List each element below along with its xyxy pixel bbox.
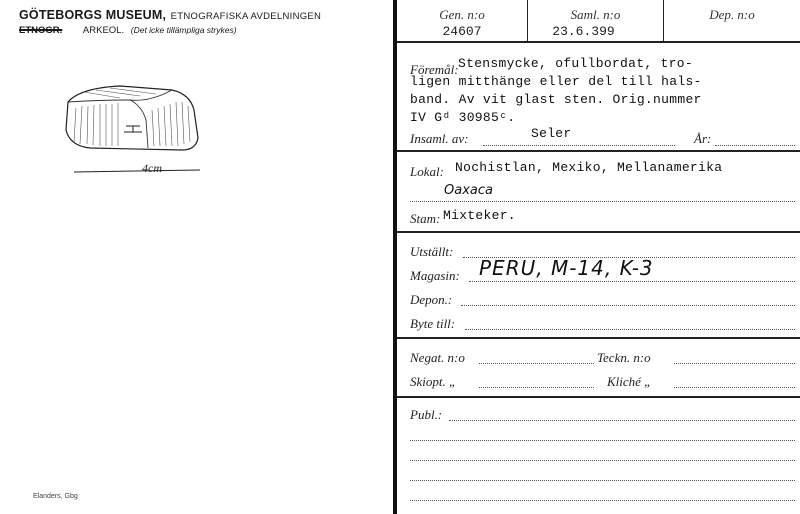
foremal-label: Föremål:: [410, 62, 459, 77]
card-right-panel: [397, 0, 800, 514]
teckn-dotted-line: [674, 363, 795, 364]
saml-number-value: 23.6.399: [552, 24, 615, 39]
section-rule: [397, 396, 800, 398]
depon-dotted-line: [461, 305, 795, 306]
foremal-line-3: band. Av vit glast sten. Orig.nummer: [410, 92, 702, 107]
strike-note: (Det icke tillämpliga strykes): [130, 25, 237, 35]
gen-number-label: Gen. n:o: [439, 7, 485, 22]
lokal-handwritten: Oaxaca: [444, 183, 493, 198]
ar-label: År:: [694, 131, 712, 146]
teckn-label: Teckn. n:o: [597, 350, 651, 365]
stam-value: Mixteker.: [443, 208, 516, 223]
stam-label: Stam:: [410, 211, 441, 226]
card-left-panel: [0, 0, 392, 514]
section-rule: [397, 41, 800, 43]
cliche-label: Kliché „: [607, 374, 652, 389]
ar-dotted-line: [715, 145, 795, 146]
struck-category: ETNOGR.: [19, 25, 63, 36]
saml-number-cell: [528, 0, 663, 41]
publ-dotted-line: [410, 500, 795, 501]
publ-label: Publ.:: [410, 407, 443, 422]
printer-mark: Elanders, Gbg: [33, 493, 78, 500]
lokal-value: Nochistlan, Mexiko, Mellanamerika: [455, 160, 723, 175]
depon-label: Depon.:: [410, 292, 453, 307]
dep-number-label: Dep. n:o: [709, 7, 755, 22]
publ-dotted-line: [410, 460, 795, 461]
byte-dotted-line: [465, 329, 795, 330]
byte-label: Byte till:: [410, 316, 456, 331]
cliche-dotted-line: [674, 387, 795, 388]
lokal-dotted-line: [410, 201, 795, 202]
scale-label: 4cm: [142, 161, 162, 175]
section-rule: [397, 337, 800, 339]
publ-dotted-line: [410, 440, 795, 441]
gen-number-value: 24607: [442, 24, 482, 39]
publ-dotted-line: [449, 420, 795, 421]
magasin-label: Magasin:: [410, 268, 460, 283]
category-line: [19, 25, 237, 36]
lokal-label: Lokal:: [410, 164, 444, 179]
negat-label: Negat. n:o: [410, 350, 465, 365]
foremal-line-1: Stensmycke, ofullbordat, tro-: [458, 56, 693, 71]
dep-number-cell: [664, 0, 800, 41]
section-rule: [397, 231, 800, 233]
gen-number-cell: [397, 0, 527, 41]
section-rule: [397, 150, 800, 152]
department-name: ETNOGRAFISKA AVDELNINGEN: [170, 11, 322, 22]
insaml-dotted-line: [483, 145, 675, 146]
skiopt-dotted-line: [479, 387, 594, 388]
skiopt-label: Skiopt. „: [410, 374, 457, 389]
magasin-dotted-line: [469, 281, 795, 282]
insaml-label: Insaml. av:: [410, 131, 469, 146]
foremal-line-4: IV Gᵈ 30985ᶜ.: [410, 110, 516, 125]
utstallt-label: Utställt:: [410, 244, 454, 259]
magasin-value: PERU, M-14, K-3: [479, 256, 654, 280]
saml-number-label: Saml. n:o: [570, 7, 621, 22]
category-label: ARKEOL.: [82, 25, 125, 36]
object-sketch: [60, 80, 220, 180]
insaml-value: Seler: [531, 126, 572, 141]
museum-heading: [19, 6, 321, 24]
foremal-line-2: ligen mitthänge eller del till hals-: [410, 74, 702, 89]
negat-dotted-line: [479, 363, 594, 364]
publ-dotted-line: [410, 480, 795, 481]
museum-name: GÖTEBORGS MUSEUM,: [19, 8, 167, 22]
